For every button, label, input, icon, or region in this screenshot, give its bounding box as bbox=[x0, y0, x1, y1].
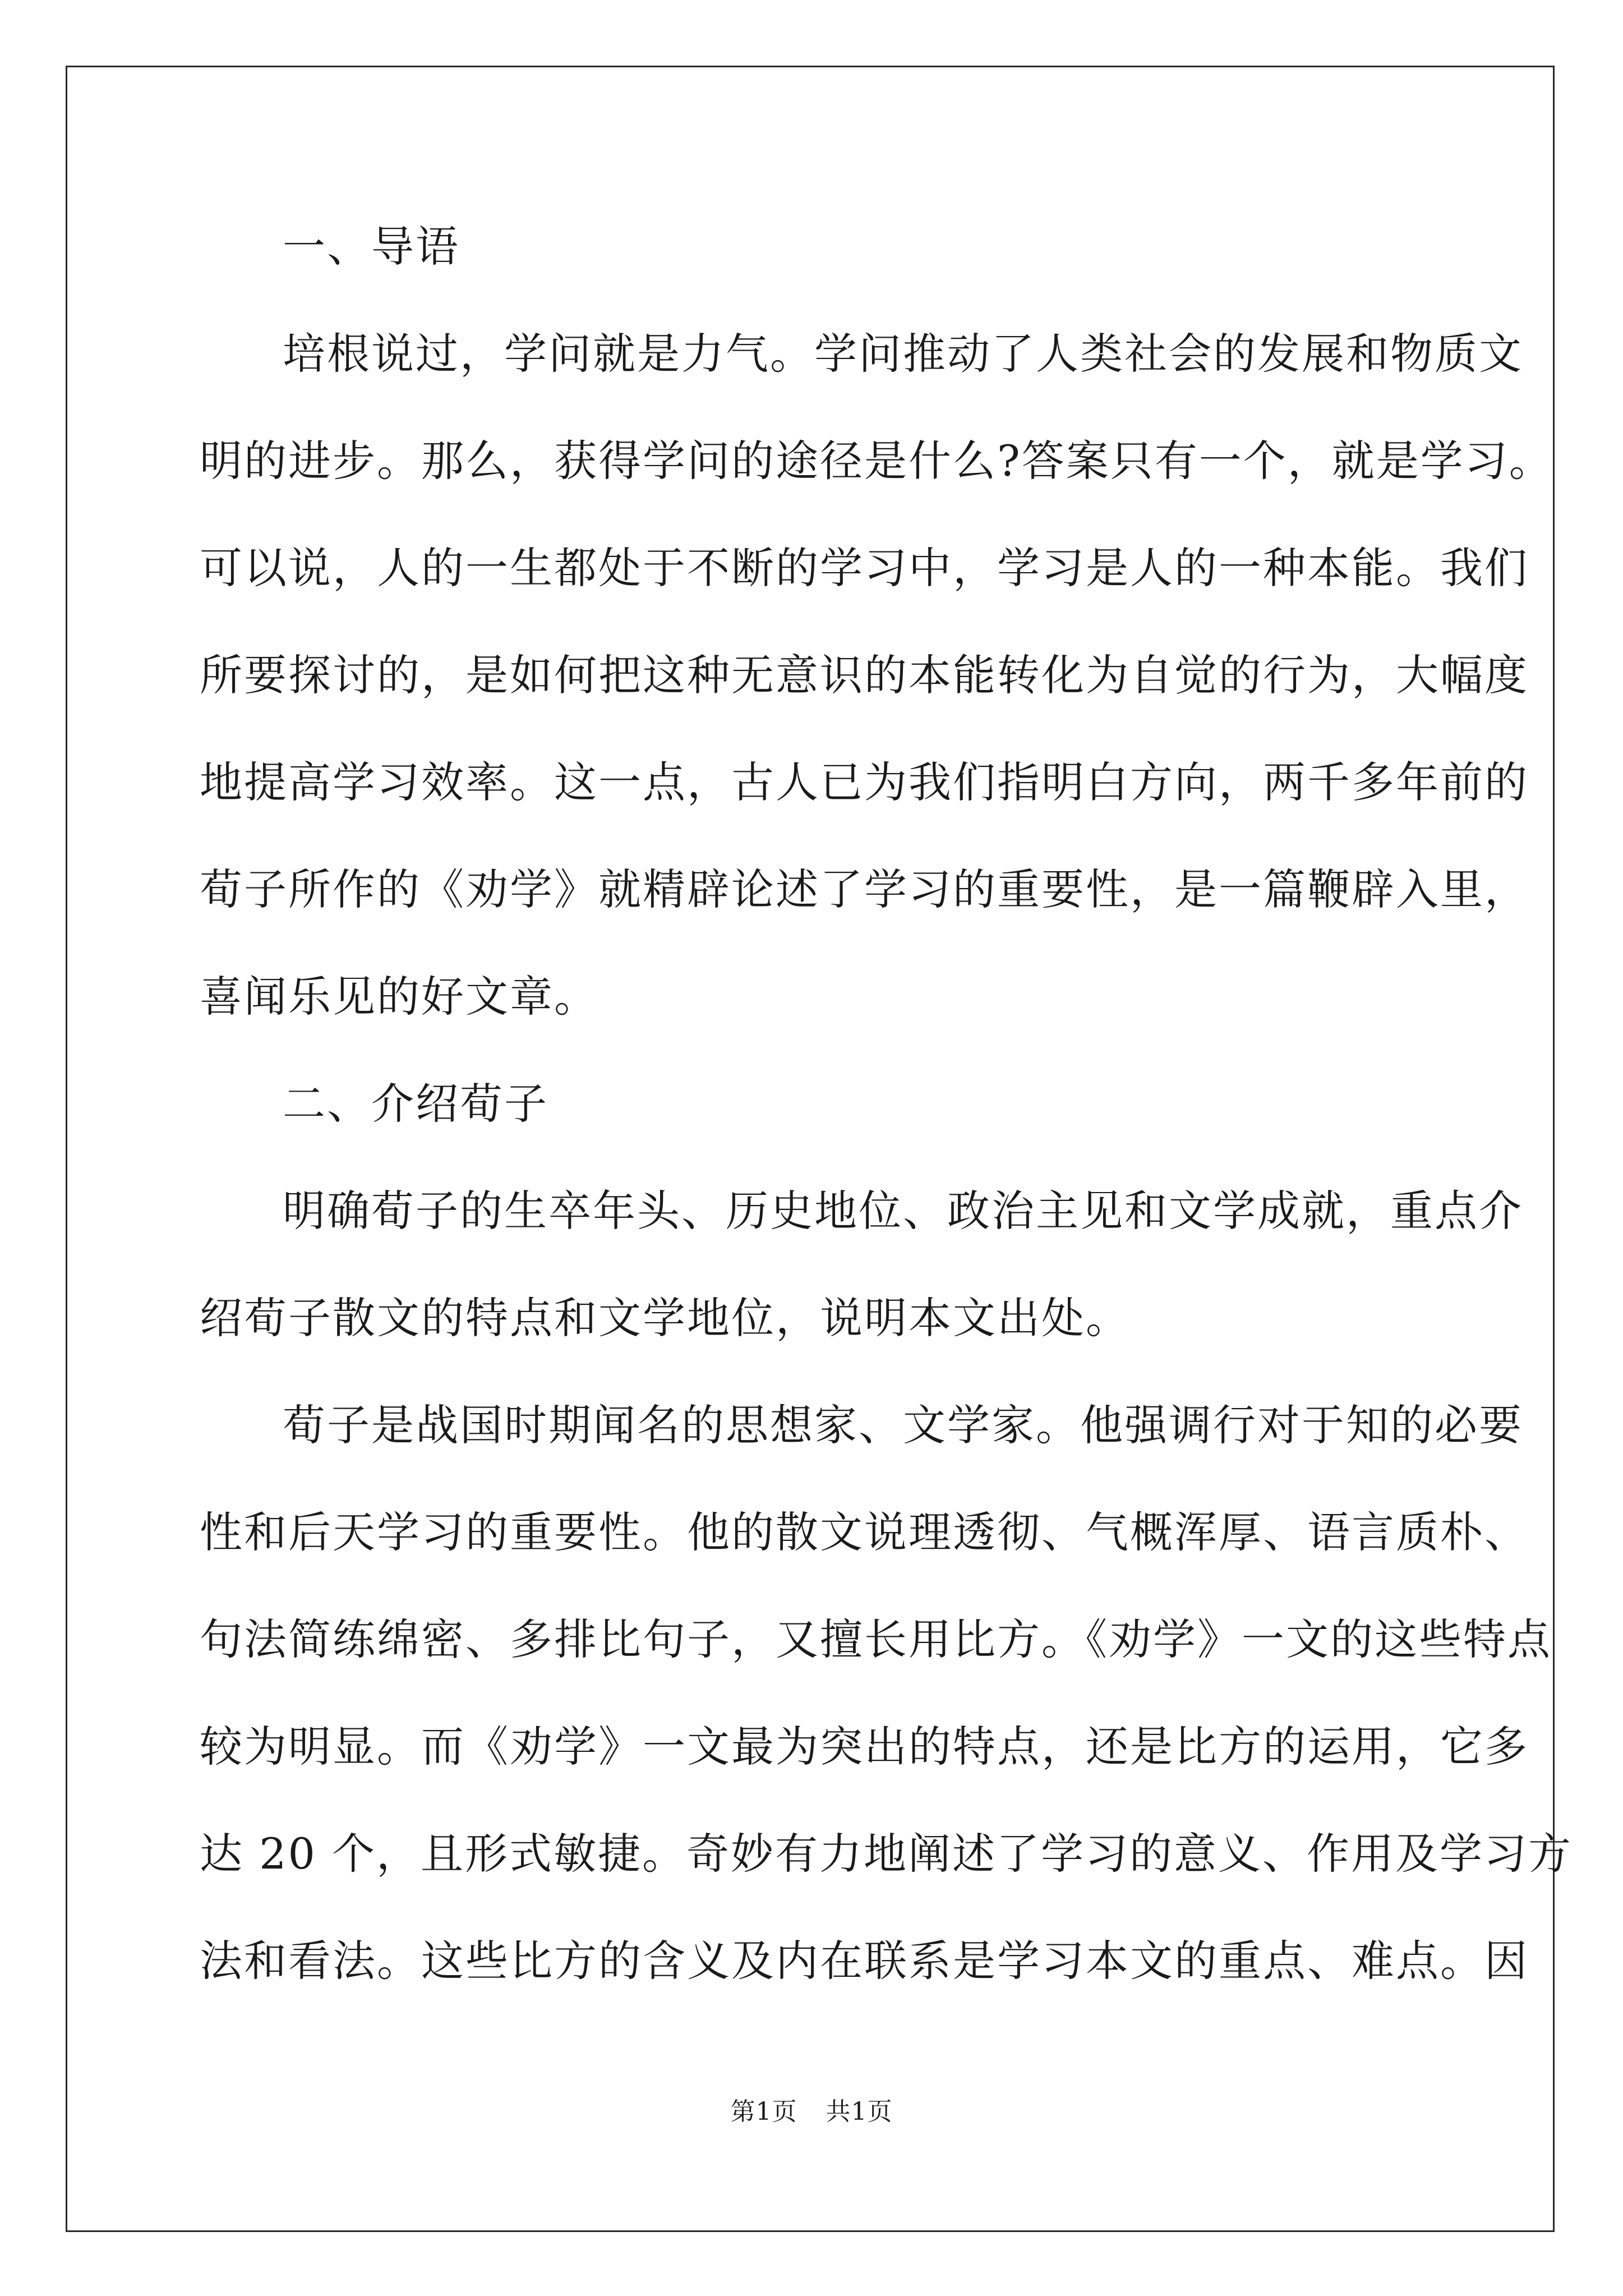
paragraph-line: 性和后天学习的重要性。他的散文说理透彻、气概浑厚、语言质朴、 bbox=[200, 1507, 1529, 1557]
page-total: 共1页 bbox=[826, 2097, 893, 2126]
paragraph-line: 绍荀子散文的特点和文学地位，说明本文出处。 bbox=[200, 1293, 1130, 1343]
heading-intro: 一、导语 bbox=[283, 222, 460, 272]
paragraph-line: 地提高学习效率。这一点，古人已为我们指明白方向，两千多年前的 bbox=[200, 757, 1529, 807]
page-border bbox=[66, 66, 1555, 2232]
paragraph-line: 达 20 个，且形式敏捷。奇妙有力地阐述了学习的意义、作用及学习方 bbox=[200, 1829, 1573, 1879]
page-number: 第1页 bbox=[730, 2097, 797, 2126]
paragraph-line: 喜闻乐见的好文章。 bbox=[200, 972, 598, 1022]
heading-xunzi: 二、介绍荀子 bbox=[283, 1079, 548, 1129]
paragraph-line: 法和看法。这些比方的含义及内在联系是学习本文的重点、难点。因 bbox=[200, 1936, 1529, 1986]
page-footer bbox=[0, 2091, 1623, 2127]
paragraph-line: 所要探讨的，是如何把这种无意识的本能转化为自觉的行为，大幅度 bbox=[200, 650, 1529, 700]
paragraph-line: 可以说，人的一生都处于不断的学习中，学习是人的一种本能。我们 bbox=[200, 543, 1529, 593]
paragraph-line: 较为明显。而《劝学》一文最为突出的特点，还是比方的运用，它多 bbox=[200, 1722, 1529, 1772]
paragraph-line: 句法简练绵密、多排比句子，又擅长用比方。《劝学》一文的这些特点 bbox=[200, 1614, 1552, 1664]
paragraph-line: 明的进步。那么，获得学问的途径是什么?答案只有一个，就是学习。 bbox=[200, 436, 1553, 486]
paragraph-line: 明确荀子的生卒年头、历史地位、政治主见和文学成就，重点介 bbox=[283, 1186, 1523, 1236]
paragraph-line: 荀子所作的《劝学》就精辟论述了学习的重要性，是一篇鞭辟入里， bbox=[200, 864, 1529, 914]
paragraph-line: 荀子是战国时期闻名的思想家、文学家。他强调行对于知的必要 bbox=[283, 1400, 1523, 1450]
paragraph-line: 培根说过，学问就是力气。学问推动了人类社会的发展和物质文 bbox=[283, 329, 1523, 379]
